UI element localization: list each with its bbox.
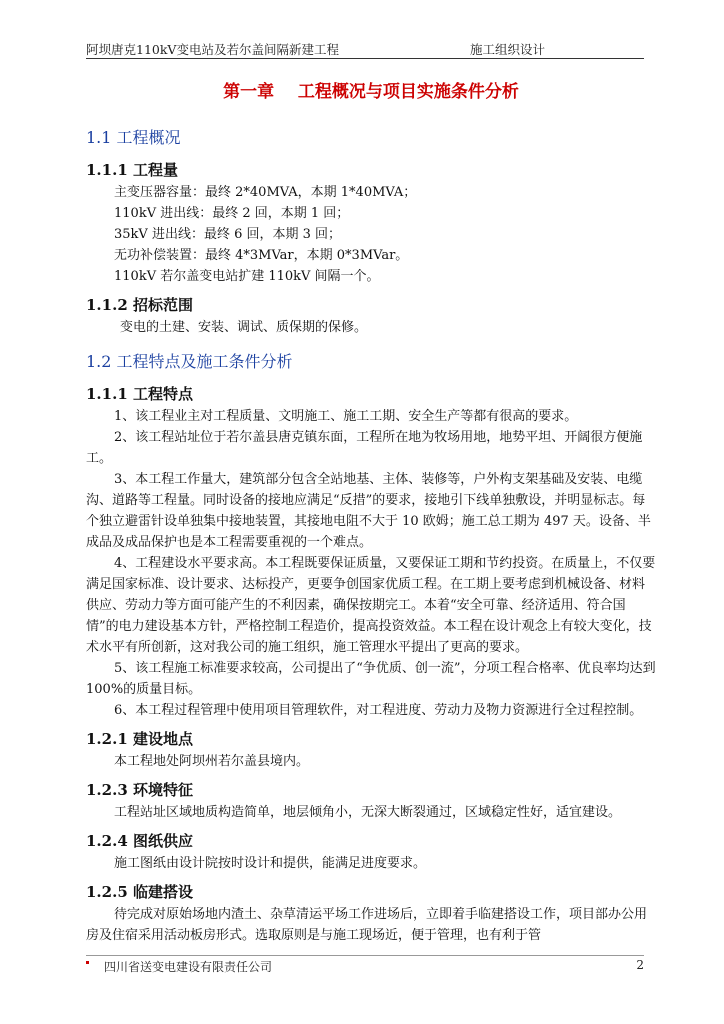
drawings-text: 施工图纸由设计院按时设计和提供，能满足进度要求。 bbox=[114, 856, 427, 871]
feature-paragraph: 2、该工程站址位于若尔盖县唐克镇东面，工程所在地为牧场用地，地势平坦、开阔很方便施工。 bbox=[86, 430, 643, 466]
environment-text: 工程站址区域地质构造简单，地层倾角小，无深大断裂通过，区域稳定性好，适宜建设。 bbox=[114, 805, 622, 820]
subsection-heading-1-1-1: 1.1.1 工程量 bbox=[86, 161, 178, 179]
subsection-heading-drawings: 1.2.4 图纸供应 bbox=[86, 832, 193, 850]
quantity-item: 主变压器容量：最终 2*40MVA，本期 1*40MVA； bbox=[114, 185, 417, 200]
quantity-item: 110kV 若尔盖变电站扩建 110kV 间隔一个。 bbox=[114, 269, 380, 284]
page-content bbox=[86, 80, 656, 946]
footer-company: 四川省送变电建设有限责任公司 bbox=[104, 960, 273, 974]
footer-divider bbox=[86, 955, 644, 956]
temporary-works-text: 待完成对原始场地内渣土、杂草清运平场工作进场后，立即着手临建搭设工作，项目部办公用房及住宿采用活动板房形式。选取原则是与施工现场近，便于管理，也有利于管 bbox=[86, 907, 648, 943]
bid-scope-text: 变电的土建、安装、调试、质保期的保修。 bbox=[120, 320, 368, 335]
subsection-heading-1-1-2: 1.1.2 招标范围 bbox=[86, 296, 193, 314]
page-header bbox=[86, 38, 644, 58]
location-text: 本工程地处阿坝州若尔盖县境内。 bbox=[114, 754, 310, 769]
quantity-item: 110kV 进出线：最终 2 回，本期 1 回； bbox=[114, 206, 350, 221]
quantity-item: 无功补偿装置：最终 4*3MVar，本期 0*3MVar。 bbox=[114, 248, 409, 263]
subsection-heading-features: 1.1.1 工程特点 bbox=[86, 385, 193, 403]
header-project-title: 阿坝唐克110kV变电站及若尔盖间隔新建工程 bbox=[86, 42, 339, 57]
subsection-heading-environment: 1.2.3 环境特征 bbox=[86, 781, 193, 799]
feature-paragraph: 5、该工程施工标准要求较高，公司提出了“争优质、创一流”，分项工程合格率、优良率均达到 100%的质量目标。 bbox=[86, 661, 656, 697]
section-heading-1-1: 1.1 工程概况 bbox=[86, 128, 181, 147]
subsection-heading-temporary-works: 1.2.5 临建搭设 bbox=[86, 883, 193, 901]
quantity-item: 35kV 进出线：最终 6 回，本期 3 回； bbox=[114, 227, 342, 242]
feature-paragraph: 1、该工程业主对工程质量、文明施工、施工工期、安全生产等都有很高的要求。 bbox=[114, 409, 578, 424]
chapter-title: 第一章 工程概况与项目实施条件分析 bbox=[223, 82, 519, 102]
feature-paragraph: 6、本工程过程管理中使用项目管理软件，对工程进度、劳动力及物力资源进行全过程控制。 bbox=[114, 703, 643, 718]
section-heading-1-2: 1.2 工程特点及施工条件分析 bbox=[86, 352, 293, 371]
footer-marker-icon bbox=[86, 961, 89, 964]
page-number: 2 bbox=[636, 958, 644, 972]
feature-paragraph: 3、本工程工作量大，建筑部分包含全站地基、主体、装修等，户外构支架基础及安装、电缆沟、道路等工程量。同时设备的接地应满足“反措”的要求，接地引下线单独敷设，并明显标志。每个独立避雷针设单独集中接地装置，其接地电阻不大于 10 欧姆；施工总工期为 497 天。设备、半成品及成品保护也是本工程需要重视的一个难点。 bbox=[86, 472, 651, 550]
header-divider bbox=[86, 58, 644, 59]
subsection-heading-location: 1.2.1 建设地点 bbox=[86, 730, 193, 748]
header-doc-type: 施工组织设计 bbox=[470, 42, 546, 57]
feature-paragraph: 4、工程建设水平要求高。本工程既要保证质量，又要保证工期和节约投资。在质量上，不仅要满足国家标准、设计要求、达标投产，更要争创国家优质工程。在工期上要考虑到机械设备、材料供应、劳动力等方面可能产生的不利因素，确保按期完工。本着“安全可靠、经济适用、符合国情”的电力建设基本方针，严格控制工程造价，提高投资效益。本工程在设计观念上有较大变化，技术水平有所创新，这对我公司的施工组织，施工管理水平提出了更高的要求。 bbox=[86, 556, 656, 655]
